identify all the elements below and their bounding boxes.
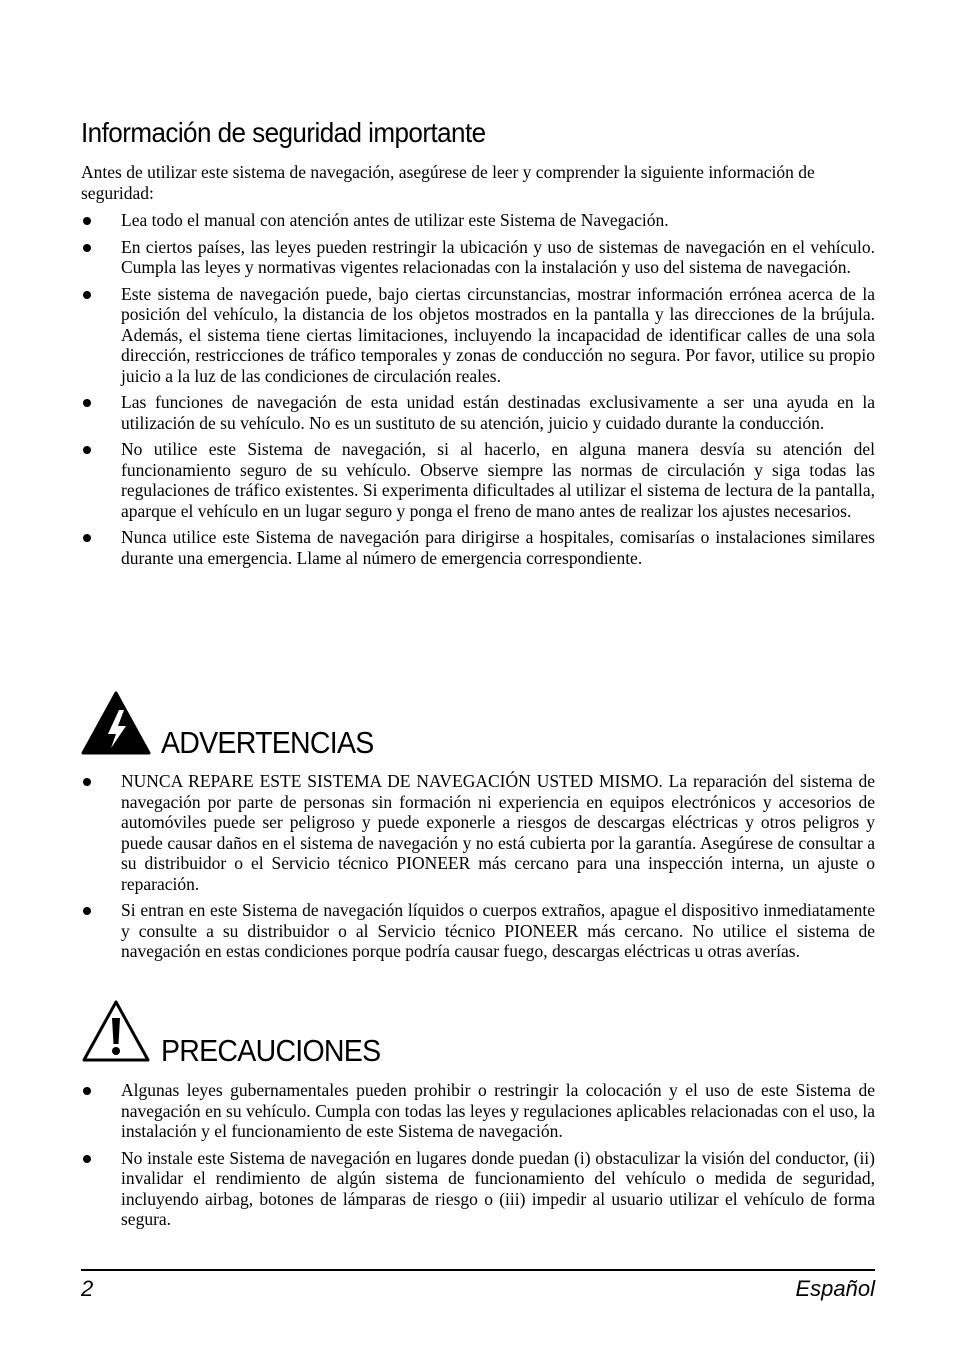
bullet-icon (83, 446, 91, 454)
bullet-icon (83, 907, 91, 915)
bullet-icon (83, 217, 91, 225)
list-item: Si entran en este Sistema de navegación líquidos o cuerpos extraños, apague el dispositivo inmediatamente y consulte a su distribuidor o al Servicio técnico PIONEER más cercano. No utilice el sistema de navegación en estas condiciones porque podría causar fuego, descargas eléctricas u otras averías. (81, 900, 875, 962)
safety-list (81, 210, 875, 574)
bullet-icon (83, 291, 91, 299)
bullet-icon (83, 1087, 91, 1095)
cautions-heading (81, 998, 399, 1068)
bullet-icon (83, 244, 91, 252)
list-item: NUNCA REPARE ESTE SISTEMA DE NAVEGACIÓN USTED MISMO. La reparación del sistema de navegación por parte de personas sin formación ni experiencia en equipos electrónicos y accesorios de automóviles puede ser peligroso y puede exponerle a riesgos de descargas eléctricas y otros peligros y puede causar daños en el sistema de navegación y no está cubierta por la garantía. Asegúrese de consultar a su distribuidor o el Servicio técnico PIONEER más cercano para una inspección interna, un ajuste o reparación. (81, 771, 875, 894)
list-item: No utilice este Sistema de navegación, si al hacerlo, en alguna manera desvía su atención del funcionamiento seguro de su vehículo. Observe siempre las normas de circulación y siga todas las regulaciones de tráfico existentes. Si experimenta dificultades al utilizar el sistema de lectura de la pantalla, aparque el vehículo en un lugar seguro y ponga el freno de mano antes de realizar los ajustes necesarios. (81, 439, 875, 521)
language-label: Español (795, 1276, 875, 1301)
electric-hazard-icon (81, 690, 151, 756)
list-item: Las funciones de navegación de esta unidad están destinadas exclusivamente a ser una ayuda en la utilización de su vehículo. No es un sustituto de su atención, juicio y cuidado durante la conducción. (81, 392, 875, 433)
intro-paragraph: Antes de utilizar este sistema de navegación, asegúrese de leer y comprender la siguiente información de seguridad: (81, 162, 815, 203)
list-item: No instale este Sistema de navegación en lugares donde puedan (i) obstaculizar la visión del conductor, (ii) invalidar el rendimiento de algún sistema de funcionamiento del vehículo o medida de seguridad, incluyendo airbag, botones de lámparas de riesgo o (iii) impedir al usuario utilizar el vehículo de forma segura. (81, 1148, 875, 1230)
footer-divider (81, 1269, 875, 1271)
cautions-list (81, 1080, 875, 1236)
warnings-list (81, 771, 875, 968)
bullet-icon (83, 778, 91, 786)
bullet-icon (83, 534, 91, 542)
bullet-icon (83, 1155, 91, 1163)
list-item: En ciertos países, las leyes pueden restringir la ubicación y uso de sistemas de navegación en el vehículo. Cumpla las leyes y normativas vigentes relacionadas con la instalación y uso del sistema de navegación. (81, 237, 875, 278)
list-item: Algunas leyes gubernamentales pueden prohibir o restringir la colocación y el uso de este Sistema de navegación en su vehículo. Cumpla con todas las leyes y regulaciones aplicables relacionadas con el uso, la instalación y el funcionamiento de este Sistema de navegación. (81, 1080, 875, 1142)
list-item: Nunca utilice este Sistema de navegación para dirigirse a hospitales, comisarías o instalaciones similares durante una emergencia. Llame al número de emergencia correspondiente. (81, 527, 875, 568)
warnings-heading (81, 690, 392, 760)
page-number: 2 (81, 1276, 94, 1301)
list-item: Lea todo el manual con atención antes de utilizar este Sistema de Navegación. (81, 210, 875, 231)
page-title: Información de seguridad importante (81, 117, 486, 148)
cautions-title: PRECAUCIONES (161, 1033, 381, 1068)
caution-exclamation-icon (81, 998, 151, 1064)
list-item: Este sistema de navegación puede, bajo ciertas circunstancias, mostrar información errónea acerca de la posición del vehículo, la distancia de los objetos mostrados en la pantalla y las direcciones de la brújula. Además, el sistema tiene ciertas limitaciones, incluyendo la incapacidad de identificar calles de una sola dirección, restricciones de tráfico temporales y zonas de conducción no segura. Por favor, utilice su propio juicio a la luz de las condiciones de circulación reales. (81, 284, 875, 387)
warnings-title: ADVERTENCIAS (161, 725, 374, 760)
bullet-icon (83, 399, 91, 407)
